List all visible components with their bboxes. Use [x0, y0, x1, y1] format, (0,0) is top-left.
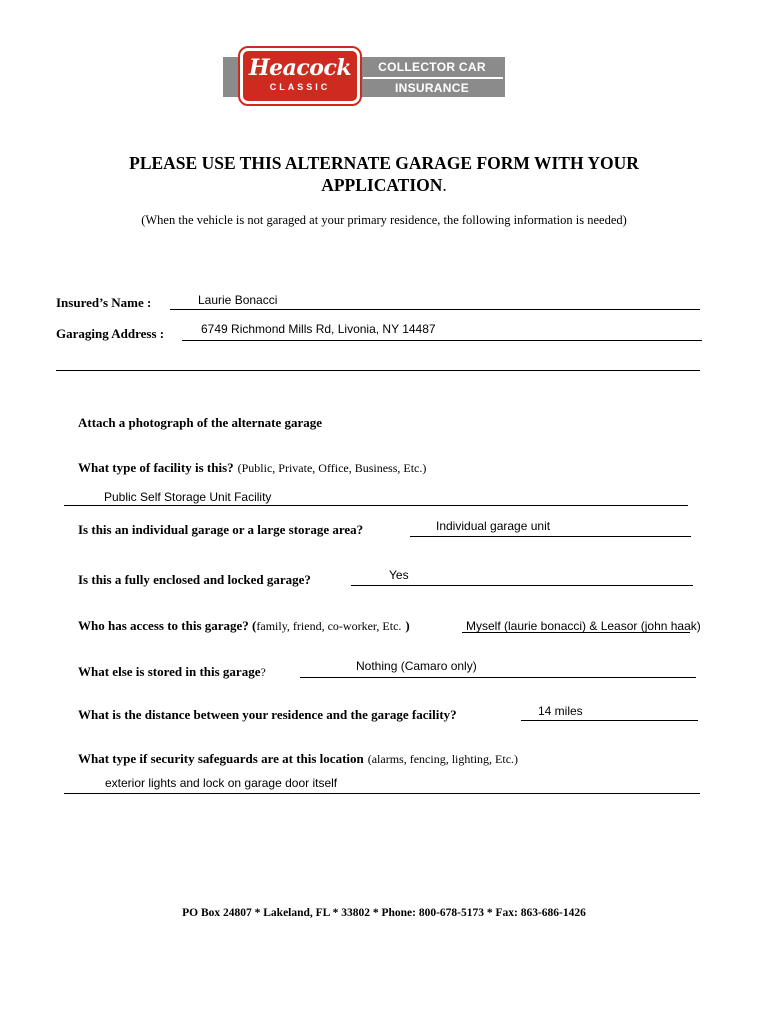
stored-field[interactable]: Nothing (Camaro only) [356, 659, 477, 673]
footer-contact: PO Box 24807 * Lakeland, FL * 33802 * Phone: 800-678-5173 * Fax: 863-686-1426 [182, 907, 586, 919]
enclosed-label: Is this a fully enclosed and locked garage? [78, 572, 311, 587]
enclosed-line [351, 585, 693, 586]
page-subtitle: (When the vehicle is not garaged at your primary residence, the following information is needed) [141, 213, 627, 227]
security-line [64, 793, 700, 794]
facility-type-field[interactable]: Public Self Storage Unit Facility [104, 490, 272, 504]
access-question: Who has access to this garage? (family, friend, co-worker, Etc. ) [78, 618, 410, 633]
photo-instruction: Attach a photograph of the alternate garage [78, 415, 323, 430]
distance-field[interactable]: 14 miles [538, 704, 583, 718]
insured-name-line [170, 309, 700, 310]
stored-line [300, 677, 696, 678]
facility-type-line [64, 505, 688, 506]
heacock-logo [240, 48, 360, 104]
garaging-address-line-2[interactable] [56, 370, 700, 371]
facility-type-question: What type of facility is this? (Public, Private, Office, Business, Etc.) [78, 460, 427, 475]
enclosed-field[interactable]: Yes [389, 568, 409, 582]
insured-name-field[interactable]: Laurie Bonacci [198, 293, 278, 307]
logo-tagline-1: COLLECTOR CAR [378, 60, 486, 74]
logo-name: Heacock [248, 55, 352, 81]
distance-label: What is the distance between your residence and the garage facility? [78, 707, 457, 722]
logo-tagline-2: INSURANCE [394, 81, 470, 95]
distance-line [521, 720, 698, 721]
garage-kind-label: Is this an individual garage or a large storage area? [78, 522, 364, 537]
security-field[interactable]: exterior lights and lock on garage door itself [105, 776, 338, 790]
page-title-line2: APPLICATION. [321, 175, 447, 195]
security-question: What type if security safeguards are at this location (alarms, fencing, lighting, Etc.) [78, 751, 519, 766]
access-field[interactable]: Myself (laurie bonacci) & Leasor (john haak) [466, 619, 701, 633]
garage-kind-line [410, 536, 691, 537]
logo-divider [363, 77, 503, 79]
garaging-address-label: Garaging Address : [56, 326, 165, 341]
stored-question: What else is stored in this garage? [78, 664, 266, 679]
garaging-address-field[interactable]: 6749 Richmond Mills Rd, Livonia, NY 14487 [201, 322, 436, 336]
page-title-line1: PLEASE USE THIS ALTERNATE GARAGE FORM WITH YOUR [129, 153, 639, 173]
garaging-address-line [182, 340, 702, 341]
garage-kind-field[interactable]: Individual garage unit [436, 519, 551, 533]
logo-sub: CLASSIC [269, 82, 331, 92]
insured-name-label: Insured’s Name : [56, 295, 152, 310]
